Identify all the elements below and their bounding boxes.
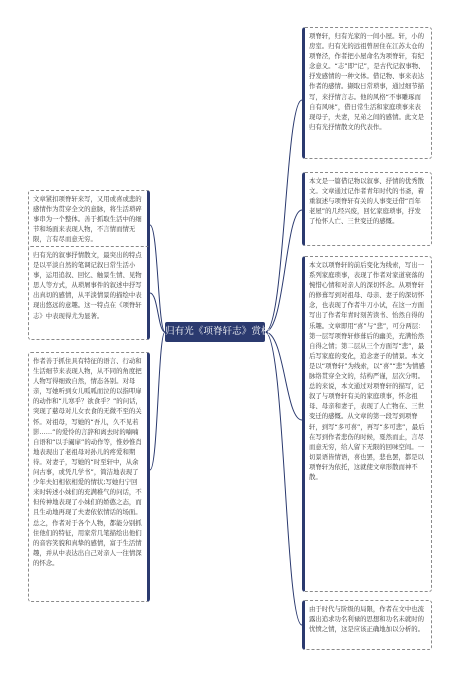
connector-right-3 bbox=[265, 332, 302, 420]
connector-left-3 bbox=[150, 332, 165, 470]
connector-right-4 bbox=[265, 332, 302, 625]
right-node-structure[interactable]: 本文以项脊轩的前后变化为线索，写出一系列家庭琐事，表现了作者对家道衰落的惋惜心情和对亲人的深切怀念。从项脊轩的修葺写到对祖母、母亲、妻子的深切怀念，也表现了作者牛刀小试，在这一方面写出了作者年青时刻苦读书、怡然自得的乐趣。文章即用“喜”与“悲”，可分两层：第一层写项脊轩修葺后的幽美，充满怡然自得之情；第二层从三个方面写“悲”，最后写家庭的变化，追念妻子的情景。本文是以“项脊轩”为线索，以“喜”“悲”为情感脉络贯穿全文的，结构严谨，层次分明。总的来说，本文通过对项脊轩的描写，记叙了与项脊轩有关的家庭琐事，怀念祖母、母亲和妻子，表现了人亡物在、三世变迁的感慨。从文章的第一段写到项脊轩，到写“多可喜”，再写“多可悲”，最后在写到作者悲伤的时候，戛然而止，言尽而意无穷，给人留下无限的回味空间。一切景语皆情语，喜也罢，悲也罢，都是以项脊轩为依托，这就使文章形散而神不散。 bbox=[302, 256, 432, 592]
right-node-limitation[interactable]: 由于时代与阶级的局限，作者在文中也流露出追求功名利禄的思想和功名未就时的忧愤之情，这是应该正确地加以分析的。 bbox=[302, 600, 432, 650]
connector-left-1 bbox=[150, 225, 165, 332]
left-node-summary[interactable]: 文章紧扣项脊轩来写，又用或喜或悲的感情作为贯穿全文的意脉，将生活琐碎事串为一个整体。善于抓取生活中的细节和场面来表现人物，不言情而情无限，言有尽而意无穷。 bbox=[28, 190, 150, 260]
left-node-style[interactable]: 归有光的叙事抒情散文，最突出的特点是以平淡自然的笔调记叙日常生活小事，运用追叙、回忆、触景生情、见物思人等方式，从琐屑事件的叙述中抒写出真切的感情，从平淡情景的描绘中表现出悠远的意趣。这一特点在《项脊轩志》中表现得尤为显著。 bbox=[28, 246, 150, 340]
right-node-overview[interactable]: 本文是一篇借记物以叙事、抒情的优秀散文。文章通过记作者青年时代的书斋，着重叙述与项脊轩有关的人事变迁借“百年老屋”的几经兴废，回忆家庭琐事，抒发了怆怀人亡、三世变迁的感慨。 bbox=[302, 172, 432, 246]
right-node-title-meaning[interactable]: 项脊轩，归有光家的一间小屋。轩，小的房室。归有光的远祖曾居住在江苏太仓的项脊泾，作者把小屋命名为项脊轩，有纪念意义。“志”即“记”，是古代记叙事物、抒发感情的一种文体。借记物、事来表达作者的感情。撷取日常琐事，通过细节描写，来抒情言志。他的风格“不事雕琢而自有风味”，借日常生活和家庭琐事来表现母子，夫妻，兄弟之间的感情。此文是归有光抒情散文的代表作。 bbox=[302, 27, 432, 159]
root-node[interactable]: 归有光《项脊轩志》赏析 bbox=[165, 322, 265, 342]
left-node-characters[interactable]: 作者善于抓住具有特征的语言、行动和生活细节来表现人物，从不同的角度把人物写得细致自然，情态各别。对母亲，写她听到女儿呱呱而泣的以指叩扉的动作和“儿寒乎？欲食乎？”的问话，突现了慈母对儿女衣食的无微不至的关怀。对祖母，写她的“吾儿，久不见若影……”的爱怜的言辞和离去时的喃喃自语和“以手阖扉”的动作等，惟妙惟肖地表现出了老祖母对孙儿的疼爱和期待。对妻子，写她的“时至轩中，从余问古事，或凭几学书”，简洁地表现了少年夫妇相依相爱的情状;写她归宁回来时转述小妹们的充满稚气的问话，不但传神地表现了小妹们的娇憨之态，而且生动地再现了夫妻依依情话的场面。总之，作者对于各个人物，都能分别抓住他们的特征，用家常几笔描绘出他们的音容笑貌和真挚的感情，富于生活情趣，并从中表达出自己对亲人一往情深的怀念。 bbox=[28, 352, 150, 602]
